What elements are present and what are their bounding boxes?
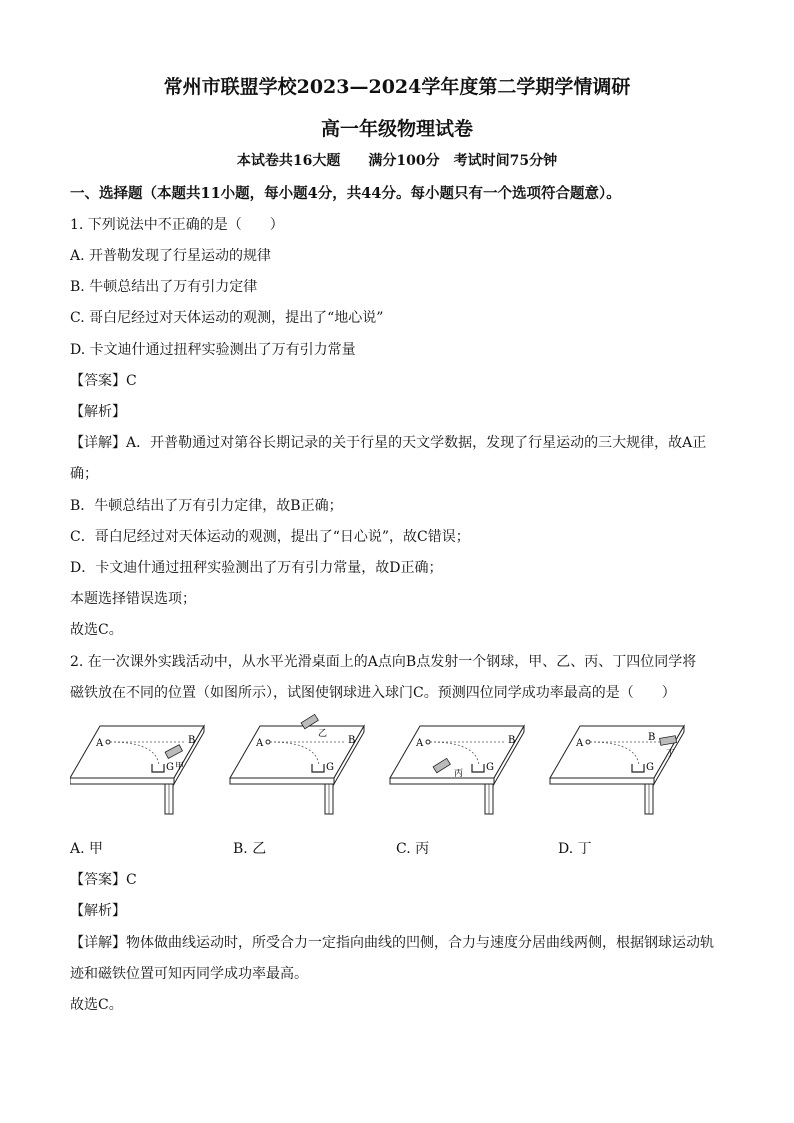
q1-detail-line: D．卡文迪什通过扭秤实验测出了万有引力常量，故D正确；: [70, 560, 443, 576]
point-a-label: A: [576, 738, 584, 749]
q2-option-d: D. 丁: [558, 841, 592, 857]
gate-label: G: [166, 762, 174, 773]
q2-option-a: A. 甲: [70, 841, 104, 857]
point-b-label: B: [188, 735, 196, 746]
q1-detail-line: C．哥白尼经过对天体运动的观测，提出了“日心说”，故C错误；: [70, 529, 470, 545]
q2-stem-line: 2. 在一次课外实践活动中，从水平光滑桌面上的A点向B点发射一个钢球，甲、乙、丙、丁四位同学将: [70, 654, 697, 670]
q2-detail-line: 故选C。: [70, 997, 123, 1013]
student-yi-label: 乙: [318, 729, 328, 739]
q1-answer: 【答案】C: [70, 373, 137, 389]
q2-option-b: B. 乙: [233, 841, 267, 857]
q2-answer: 【答案】C: [70, 872, 137, 888]
q2-detail-line: 迹和磁铁位置可知丙同学成功率最高。: [70, 966, 308, 982]
exam-subtitle: 高一年级物理试卷: [320, 118, 473, 140]
q2-detail-line: 【详解】物体做曲线运动时，所受合力一定指向曲线的凹侧，合力与速度分居曲线两侧，根据钢球运动轨: [70, 935, 714, 951]
point-a-label: A: [256, 738, 264, 749]
q1-stem: 1. 下列说法中不正确的是（ ）: [70, 217, 284, 233]
point-b-label: B: [508, 735, 516, 746]
q1-option-b: B. 牛顿总结出了万有引力定律: [70, 279, 258, 295]
student-jia-label: 甲: [175, 762, 185, 772]
point-b-label: B: [648, 732, 656, 743]
exam-meta: 本试卷共16大题 满分100分 考试时间75分钟: [236, 153, 558, 169]
q1-detail-line: 本题选择错误选项；: [70, 591, 196, 607]
point-a-label: A: [416, 738, 424, 749]
section-heading: 一、选择题（本题共11小题，每小题4分，共44分。每小题只有一个选项符合题意）。: [70, 185, 621, 202]
student-bing-label: 丙: [454, 769, 464, 779]
point-b-label: B: [348, 735, 356, 746]
gate-label: G: [326, 762, 334, 773]
q2-stem-line: 磁铁放在不同的位置（如图所示），试图使钢球进入球门C。预测四位同学成功率最高的是（ ）: [70, 685, 676, 701]
q1-option-d: D. 卡文迪什通过扭秤实验测出了万有引力常量: [70, 342, 356, 358]
q1-option-c: C. 哥白尼经过对天体运动的观测，提出了“地心说”: [70, 310, 384, 326]
student-ding-label: 丁: [666, 749, 676, 759]
gate-label: G: [646, 762, 654, 773]
exam-title: 常州市联盟学校2023—2024学年度第二学期学情调研: [163, 76, 631, 98]
q1-option-a: A. 开普勒发现了行星运动的规律: [70, 248, 272, 264]
q2-analysis-label: 【解析】: [70, 903, 126, 919]
q2-option-c: C. 丙: [396, 841, 430, 857]
q1-detail-line: 确；: [70, 466, 98, 482]
gate-label: G: [486, 762, 494, 773]
q1-detail-line: 故选C。: [70, 622, 123, 638]
q1-analysis-label: 【解析】: [70, 404, 126, 420]
q2-figure: [70, 712, 710, 816]
q1-detail-line: 【详解】A．开普勒通过对第谷长期记录的关于行星的天文学数据，发现了行星运动的三大规律，故A正: [70, 435, 707, 451]
q1-detail-line: B．牛顿总结出了万有引力定律，故B正确；: [70, 498, 343, 514]
point-a-label: A: [96, 738, 104, 749]
